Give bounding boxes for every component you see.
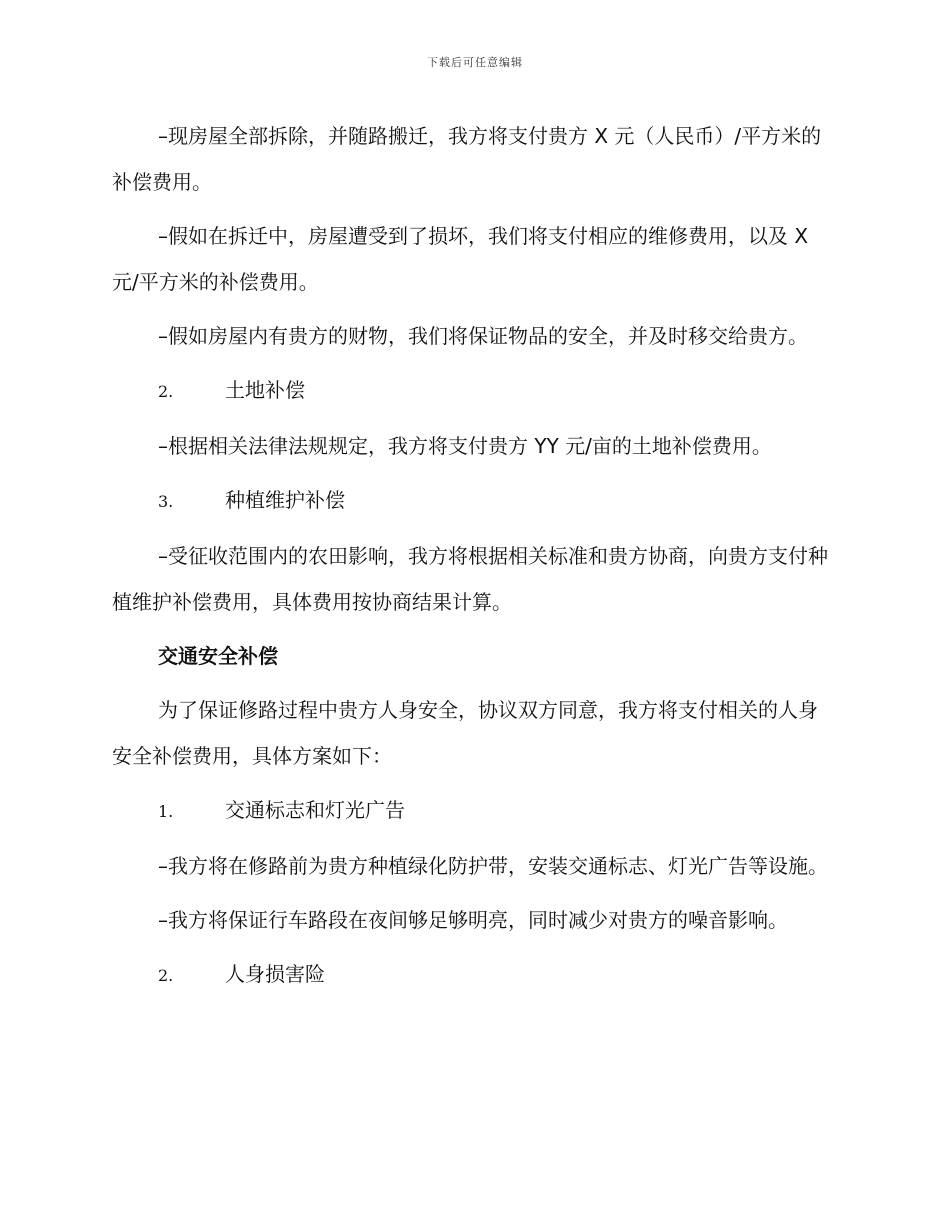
section-heading-traffic-safety: 交通安全补偿 bbox=[158, 644, 278, 668]
list-number: 2. bbox=[158, 966, 174, 985]
list-item-personal-injury bbox=[112, 951, 832, 999]
list-item-label: 种植维护补偿 bbox=[225, 488, 345, 512]
document-body bbox=[112, 113, 832, 1007]
paragraph-traffic-signs: –我方将在修路前为贵方种植绿化防护带，安装交通标志、灯光广告等设施。 bbox=[158, 854, 828, 878]
list-number: 3. bbox=[158, 492, 174, 511]
list-item-land-compensation bbox=[112, 367, 832, 415]
list-item-planting-compensation bbox=[112, 477, 832, 525]
paragraph-planting-compensation: –受征收范围内的农田影响，我方将根据相关标准和贵方协商，向贵方支付种植维护补偿费用，具体费用按协商结果计算。 bbox=[112, 544, 828, 614]
page-header: 下载后可任意编辑 bbox=[427, 56, 523, 69]
paragraph-house-damage: –假如在拆迁中，房屋遭受到了损坏，我们将支付相应的维修费用，以及 X 元/平方米的补偿费用。 bbox=[112, 224, 809, 294]
paragraph-land-compensation: –根据相关法律法规规定，我方将支付贵方 YY 元/亩的土地补偿费用。 bbox=[158, 434, 772, 458]
list-number: 2. bbox=[158, 382, 174, 401]
list-item-label: 人身损害险 bbox=[225, 962, 325, 986]
list-item-traffic-signs bbox=[112, 787, 832, 835]
paragraph-house-demolition: –现房屋全部拆除，并随路搬迁，我方将支付贵方 X 元（人民币）/平方米的补偿费用。 bbox=[112, 124, 822, 194]
list-item-label: 土地补偿 bbox=[225, 378, 305, 402]
paragraph-night-lighting: –我方将保证行车路段在夜间够足够明亮，同时减少对贵方的噪音影响。 bbox=[158, 908, 788, 932]
paragraph-property-safety: –假如房屋内有贵方的财物，我们将保证物品的安全，并及时移交给贵方。 bbox=[158, 324, 808, 348]
paragraph-traffic-safety-intro: 为了保证修路过程中贵方人身安全，协议双方同意，我方将支付相关的人身安全补偿费用，具体方案如下： bbox=[112, 698, 818, 768]
list-number: 1. bbox=[158, 802, 174, 821]
list-item-label: 交通标志和灯光广告 bbox=[225, 798, 405, 822]
